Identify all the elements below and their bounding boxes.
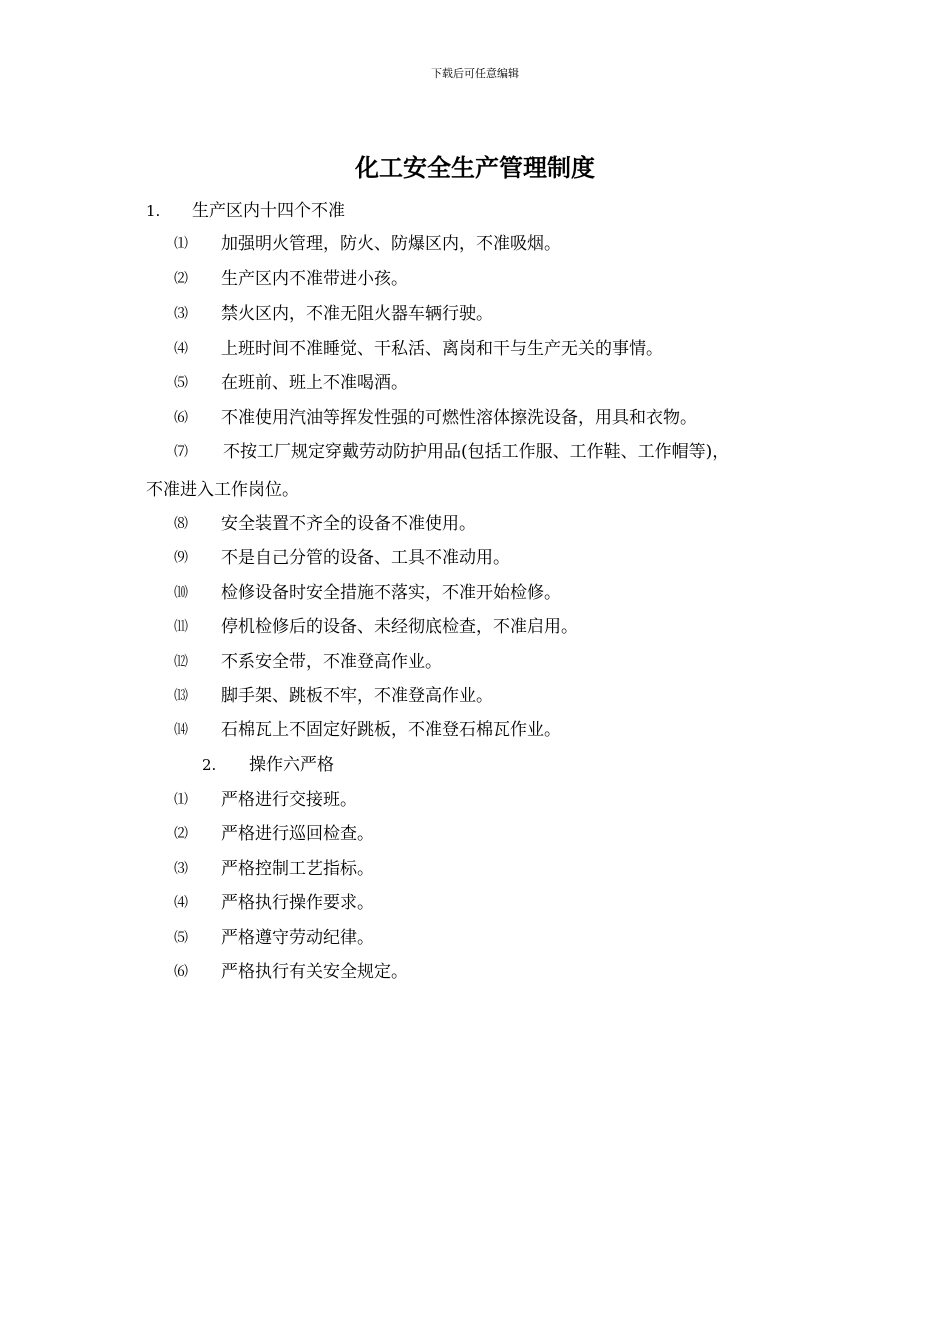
document-title: 化工安全生产管理制度 <box>355 153 595 182</box>
list-item: 不准使用汽油等挥发性强的可燃性溶体擦洗设备，用具和衣物。 <box>221 408 697 428</box>
item-number: ⑴ <box>174 792 188 808</box>
list-item: 上班时间不准睡觉、干私活、离岗和干与生产无关的事情。 <box>221 339 663 359</box>
item-number: ⑽ <box>174 585 188 601</box>
list-item: 严格遵守劳动纪律。 <box>221 928 374 948</box>
item-number: ⒀ <box>174 688 188 704</box>
item-number: ⑷ <box>174 341 188 357</box>
list-item: 不按工厂规定穿戴劳动防护用品(包括工作服、工作鞋、工作帽等)， <box>223 442 730 462</box>
list-item: 不是自己分管的设备、工具不准动用。 <box>221 548 510 568</box>
list-item: 生产区内不准带进小孩。 <box>221 269 408 289</box>
list-item: 严格进行巡回检查。 <box>221 824 374 844</box>
section-2-heading: 操作六严格 <box>249 755 334 775</box>
item-number: ⑸ <box>174 930 188 946</box>
list-item: 在班前、班上不准喝酒。 <box>221 373 408 393</box>
list-item: 停机检修后的设备、未经彻底检查，不准启用。 <box>221 617 578 637</box>
item-number: ⑵ <box>174 271 188 287</box>
list-item: 加强明火管理，防火、防爆区内，不准吸烟。 <box>221 234 561 254</box>
item-number: ⑶ <box>174 861 188 877</box>
list-item: 严格控制工艺指标。 <box>221 859 374 879</box>
list-item: 严格执行操作要求。 <box>221 893 374 913</box>
list-item: 严格进行交接班。 <box>221 790 357 810</box>
item-number: ⑹ <box>174 410 188 426</box>
item-number: ⑸ <box>174 375 188 391</box>
item-number: ⑾ <box>174 619 188 635</box>
item-number: ⑻ <box>174 516 188 532</box>
list-item: 检修设备时安全措施不落实，不准开始检修。 <box>221 583 561 603</box>
item-number: ⑼ <box>174 550 188 566</box>
section-2-number: 2. <box>202 756 217 774</box>
item-number: ⑺ <box>174 444 188 460</box>
list-item: 严格执行有关安全规定。 <box>221 962 408 982</box>
list-item: 石棉瓦上不固定好跳板，不准登石棉瓦作业。 <box>221 720 561 740</box>
item-number: ⑿ <box>174 654 188 670</box>
section-1-heading: 生产区内十四个不准 <box>192 201 345 221</box>
list-item: 不系安全带，不准登高作业。 <box>221 652 442 672</box>
list-item: 安全装置不齐全的设备不准使用。 <box>221 514 476 534</box>
list-item: 脚手架、跳板不牢，不准登高作业。 <box>221 686 493 706</box>
list-item-continuation: 不准进入工作岗位。 <box>146 480 299 500</box>
item-number: ⒁ <box>174 722 188 738</box>
page-header: 下载后可任意编辑 <box>431 67 519 80</box>
item-number: ⑹ <box>174 964 188 980</box>
item-number: ⑷ <box>174 895 188 911</box>
section-1-number: 1. <box>146 202 161 220</box>
item-number: ⑴ <box>174 236 188 252</box>
list-item: 禁火区内，不准无阻火器车辆行驶。 <box>221 304 493 324</box>
item-number: ⑶ <box>174 306 188 322</box>
item-number: ⑵ <box>174 826 188 842</box>
